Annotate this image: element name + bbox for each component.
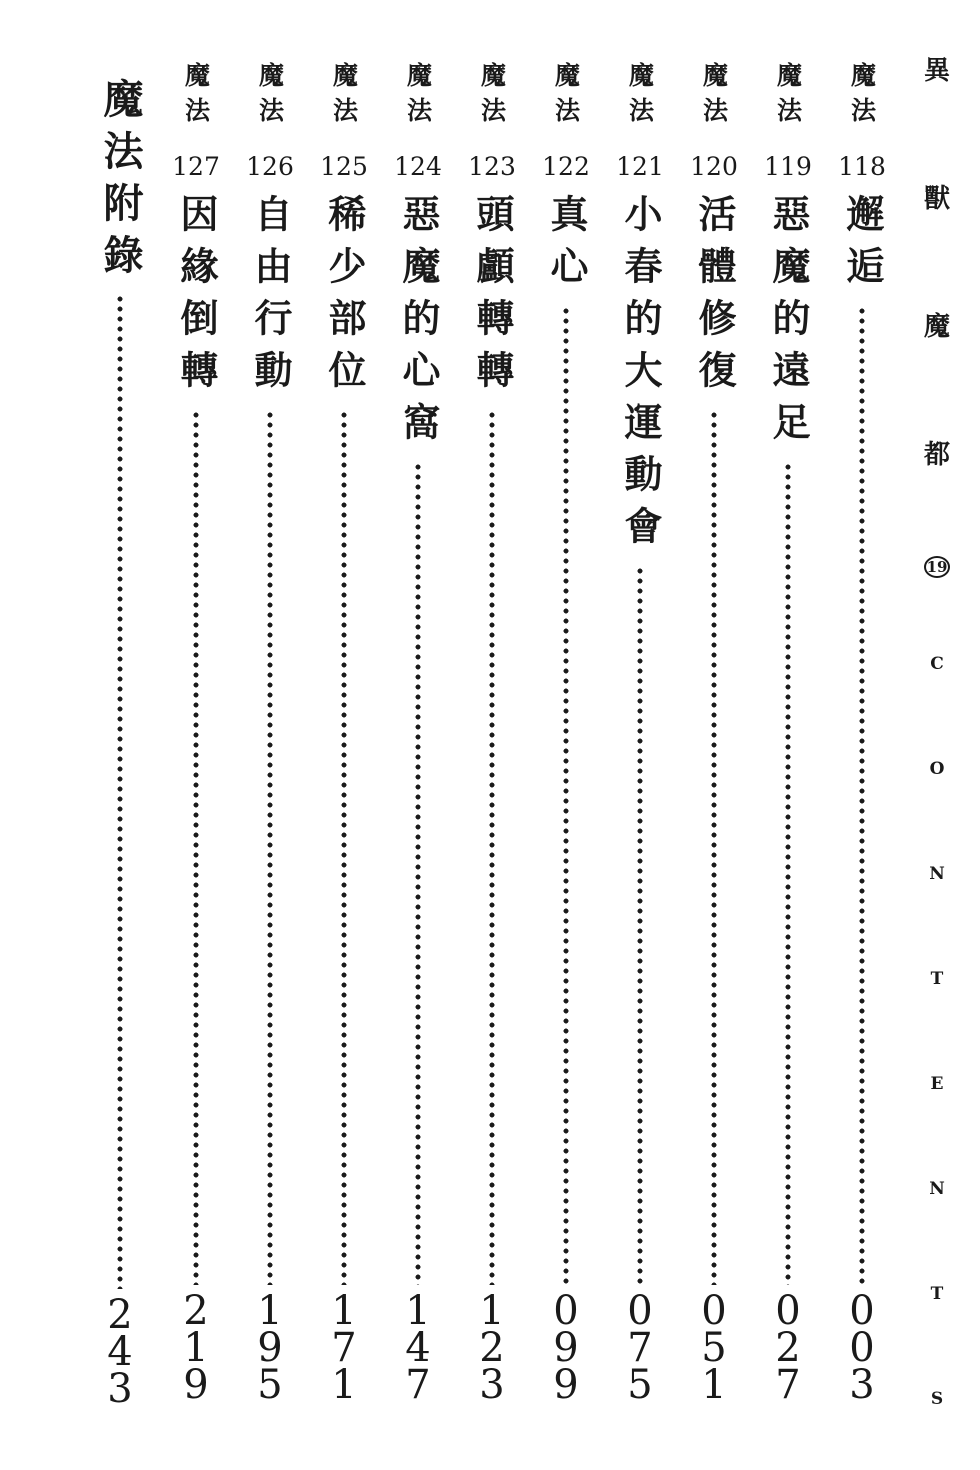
chapter-number: 126 bbox=[246, 152, 294, 181]
page-digit: 1 bbox=[405, 1288, 431, 1334]
page-digit: 3 bbox=[479, 1362, 505, 1408]
toc-entry[interactable] bbox=[460, 62, 524, 1408]
page-digit: 9 bbox=[257, 1325, 283, 1371]
chapter-title: 真心 bbox=[544, 194, 589, 298]
contents-letter: N bbox=[929, 864, 945, 884]
dot-leader bbox=[785, 462, 791, 1285]
chapter-title: 邂逅 bbox=[840, 194, 885, 298]
chapter-title: 活體修復 bbox=[692, 194, 737, 402]
page-digit: 7 bbox=[627, 1325, 653, 1371]
chapter-title: 小春的大運動會 bbox=[618, 194, 663, 558]
chapter-prefix: 魔法 bbox=[699, 62, 729, 132]
page-digit: 1 bbox=[183, 1325, 209, 1371]
page-number bbox=[479, 1288, 505, 1408]
chapter-prefix: 魔法 bbox=[403, 62, 433, 132]
toc-entry[interactable] bbox=[682, 62, 746, 1408]
series-title-char: 獸 bbox=[923, 184, 950, 214]
chapter-number: 124 bbox=[394, 152, 442, 181]
page-digit: 2 bbox=[183, 1288, 209, 1334]
page-digit: 1 bbox=[331, 1288, 357, 1334]
chapter-prefix: 魔法 bbox=[625, 62, 655, 132]
chapter-prefix: 魔法 bbox=[477, 62, 507, 132]
dot-leader bbox=[341, 410, 347, 1285]
chapter-prefix: 魔法 bbox=[181, 62, 211, 132]
page-digit: 0 bbox=[701, 1288, 727, 1334]
chapter-title: 因緣倒轉 bbox=[174, 194, 219, 402]
page-number bbox=[849, 1288, 875, 1408]
volume-number-badge: 19 bbox=[924, 556, 950, 578]
contents-letter: C bbox=[930, 654, 944, 674]
chapter-prefix: 魔法 bbox=[551, 62, 581, 132]
page-digit: 5 bbox=[257, 1362, 283, 1408]
chapter-number: 120 bbox=[690, 152, 738, 181]
toc-entry[interactable] bbox=[164, 62, 228, 1408]
chapter-prefix: 魔法 bbox=[847, 62, 877, 132]
toc-entry[interactable] bbox=[756, 62, 820, 1408]
page-number bbox=[257, 1288, 283, 1408]
page-digit: 4 bbox=[405, 1325, 431, 1371]
chapter-title: 惡魔的遠足 bbox=[766, 194, 811, 454]
toc-entry-appendix[interactable] bbox=[88, 66, 152, 1412]
series-title-char: 異 bbox=[923, 56, 950, 86]
page-digit: 7 bbox=[331, 1325, 357, 1371]
page-digit: 2 bbox=[775, 1325, 801, 1371]
chapter-number: 121 bbox=[616, 152, 664, 181]
chapter-title: 惡魔的心窩 bbox=[396, 194, 441, 454]
contents-letter: O bbox=[929, 759, 945, 779]
page-number bbox=[627, 1288, 653, 1408]
chapter-prefix: 魔法 bbox=[329, 62, 359, 132]
page-number bbox=[107, 1292, 133, 1412]
page-digit: 1 bbox=[701, 1362, 727, 1408]
page-digit: 1 bbox=[257, 1288, 283, 1334]
dot-leader bbox=[193, 410, 199, 1285]
chapter-title: 自由行動 bbox=[248, 194, 293, 402]
series-title-char: 魔 bbox=[923, 312, 950, 342]
dot-leader bbox=[711, 410, 717, 1285]
page-digit: 0 bbox=[553, 1288, 579, 1334]
toc-entry[interactable] bbox=[830, 62, 894, 1408]
dot-leader bbox=[117, 294, 123, 1289]
page-digit: 5 bbox=[701, 1325, 727, 1371]
page-digit: 0 bbox=[775, 1288, 801, 1334]
chapter-prefix: 魔法 bbox=[773, 62, 803, 132]
dot-leader bbox=[637, 566, 643, 1285]
page-digit: 4 bbox=[107, 1329, 133, 1375]
toc-entry[interactable] bbox=[386, 62, 450, 1408]
page-digit: 9 bbox=[553, 1325, 579, 1371]
toc-entry[interactable] bbox=[238, 62, 302, 1408]
page-number bbox=[405, 1288, 431, 1408]
series-title-char: 都 bbox=[923, 440, 950, 470]
page-digit: 7 bbox=[775, 1362, 801, 1408]
chapter-number: 123 bbox=[468, 152, 516, 181]
chapter-title: 稀少部位 bbox=[322, 194, 367, 402]
page-digit: 3 bbox=[849, 1362, 875, 1408]
page-number bbox=[183, 1288, 209, 1408]
toc-entry[interactable] bbox=[534, 62, 598, 1408]
page-digit: 5 bbox=[627, 1362, 653, 1408]
page-digit: 2 bbox=[107, 1292, 133, 1338]
chapter-number: 119 bbox=[764, 152, 812, 181]
running-header bbox=[912, 58, 962, 1458]
chapter-prefix: 魔法 bbox=[255, 62, 285, 132]
dot-leader bbox=[415, 462, 421, 1285]
chapter-number: 122 bbox=[542, 152, 590, 181]
dot-leader bbox=[859, 306, 865, 1285]
page-digit: 1 bbox=[479, 1288, 505, 1334]
page-digit: 0 bbox=[849, 1288, 875, 1334]
page-digit: 1 bbox=[331, 1362, 357, 1408]
chapter-number: 125 bbox=[320, 152, 368, 181]
page-number bbox=[331, 1288, 357, 1408]
appendix-title: 魔法附錄 bbox=[97, 78, 144, 286]
page-digit: 7 bbox=[405, 1362, 431, 1408]
contents-letter: N bbox=[929, 1179, 945, 1199]
contents-letter: T bbox=[930, 1284, 944, 1304]
contents-letter: T bbox=[930, 969, 944, 989]
dot-leader bbox=[563, 306, 569, 1285]
page-number bbox=[775, 1288, 801, 1408]
page-digit: 3 bbox=[107, 1366, 133, 1412]
chapter-number: 127 bbox=[172, 152, 220, 181]
chapter-number: 118 bbox=[838, 152, 886, 181]
page-number bbox=[701, 1288, 727, 1408]
toc-entry[interactable] bbox=[608, 62, 672, 1408]
contents-letter: E bbox=[930, 1074, 944, 1094]
page-digit: 0 bbox=[849, 1325, 875, 1371]
contents-letter: S bbox=[930, 1389, 944, 1409]
page-digit: 2 bbox=[479, 1325, 505, 1371]
dot-leader bbox=[267, 410, 273, 1285]
page-digit: 9 bbox=[183, 1362, 209, 1408]
page-number bbox=[553, 1288, 579, 1408]
toc-entry[interactable] bbox=[312, 62, 376, 1408]
page-digit: 0 bbox=[627, 1288, 653, 1334]
dot-leader bbox=[489, 410, 495, 1285]
page-digit: 9 bbox=[553, 1362, 579, 1408]
chapter-title: 頭顱轉轉 bbox=[470, 194, 515, 402]
